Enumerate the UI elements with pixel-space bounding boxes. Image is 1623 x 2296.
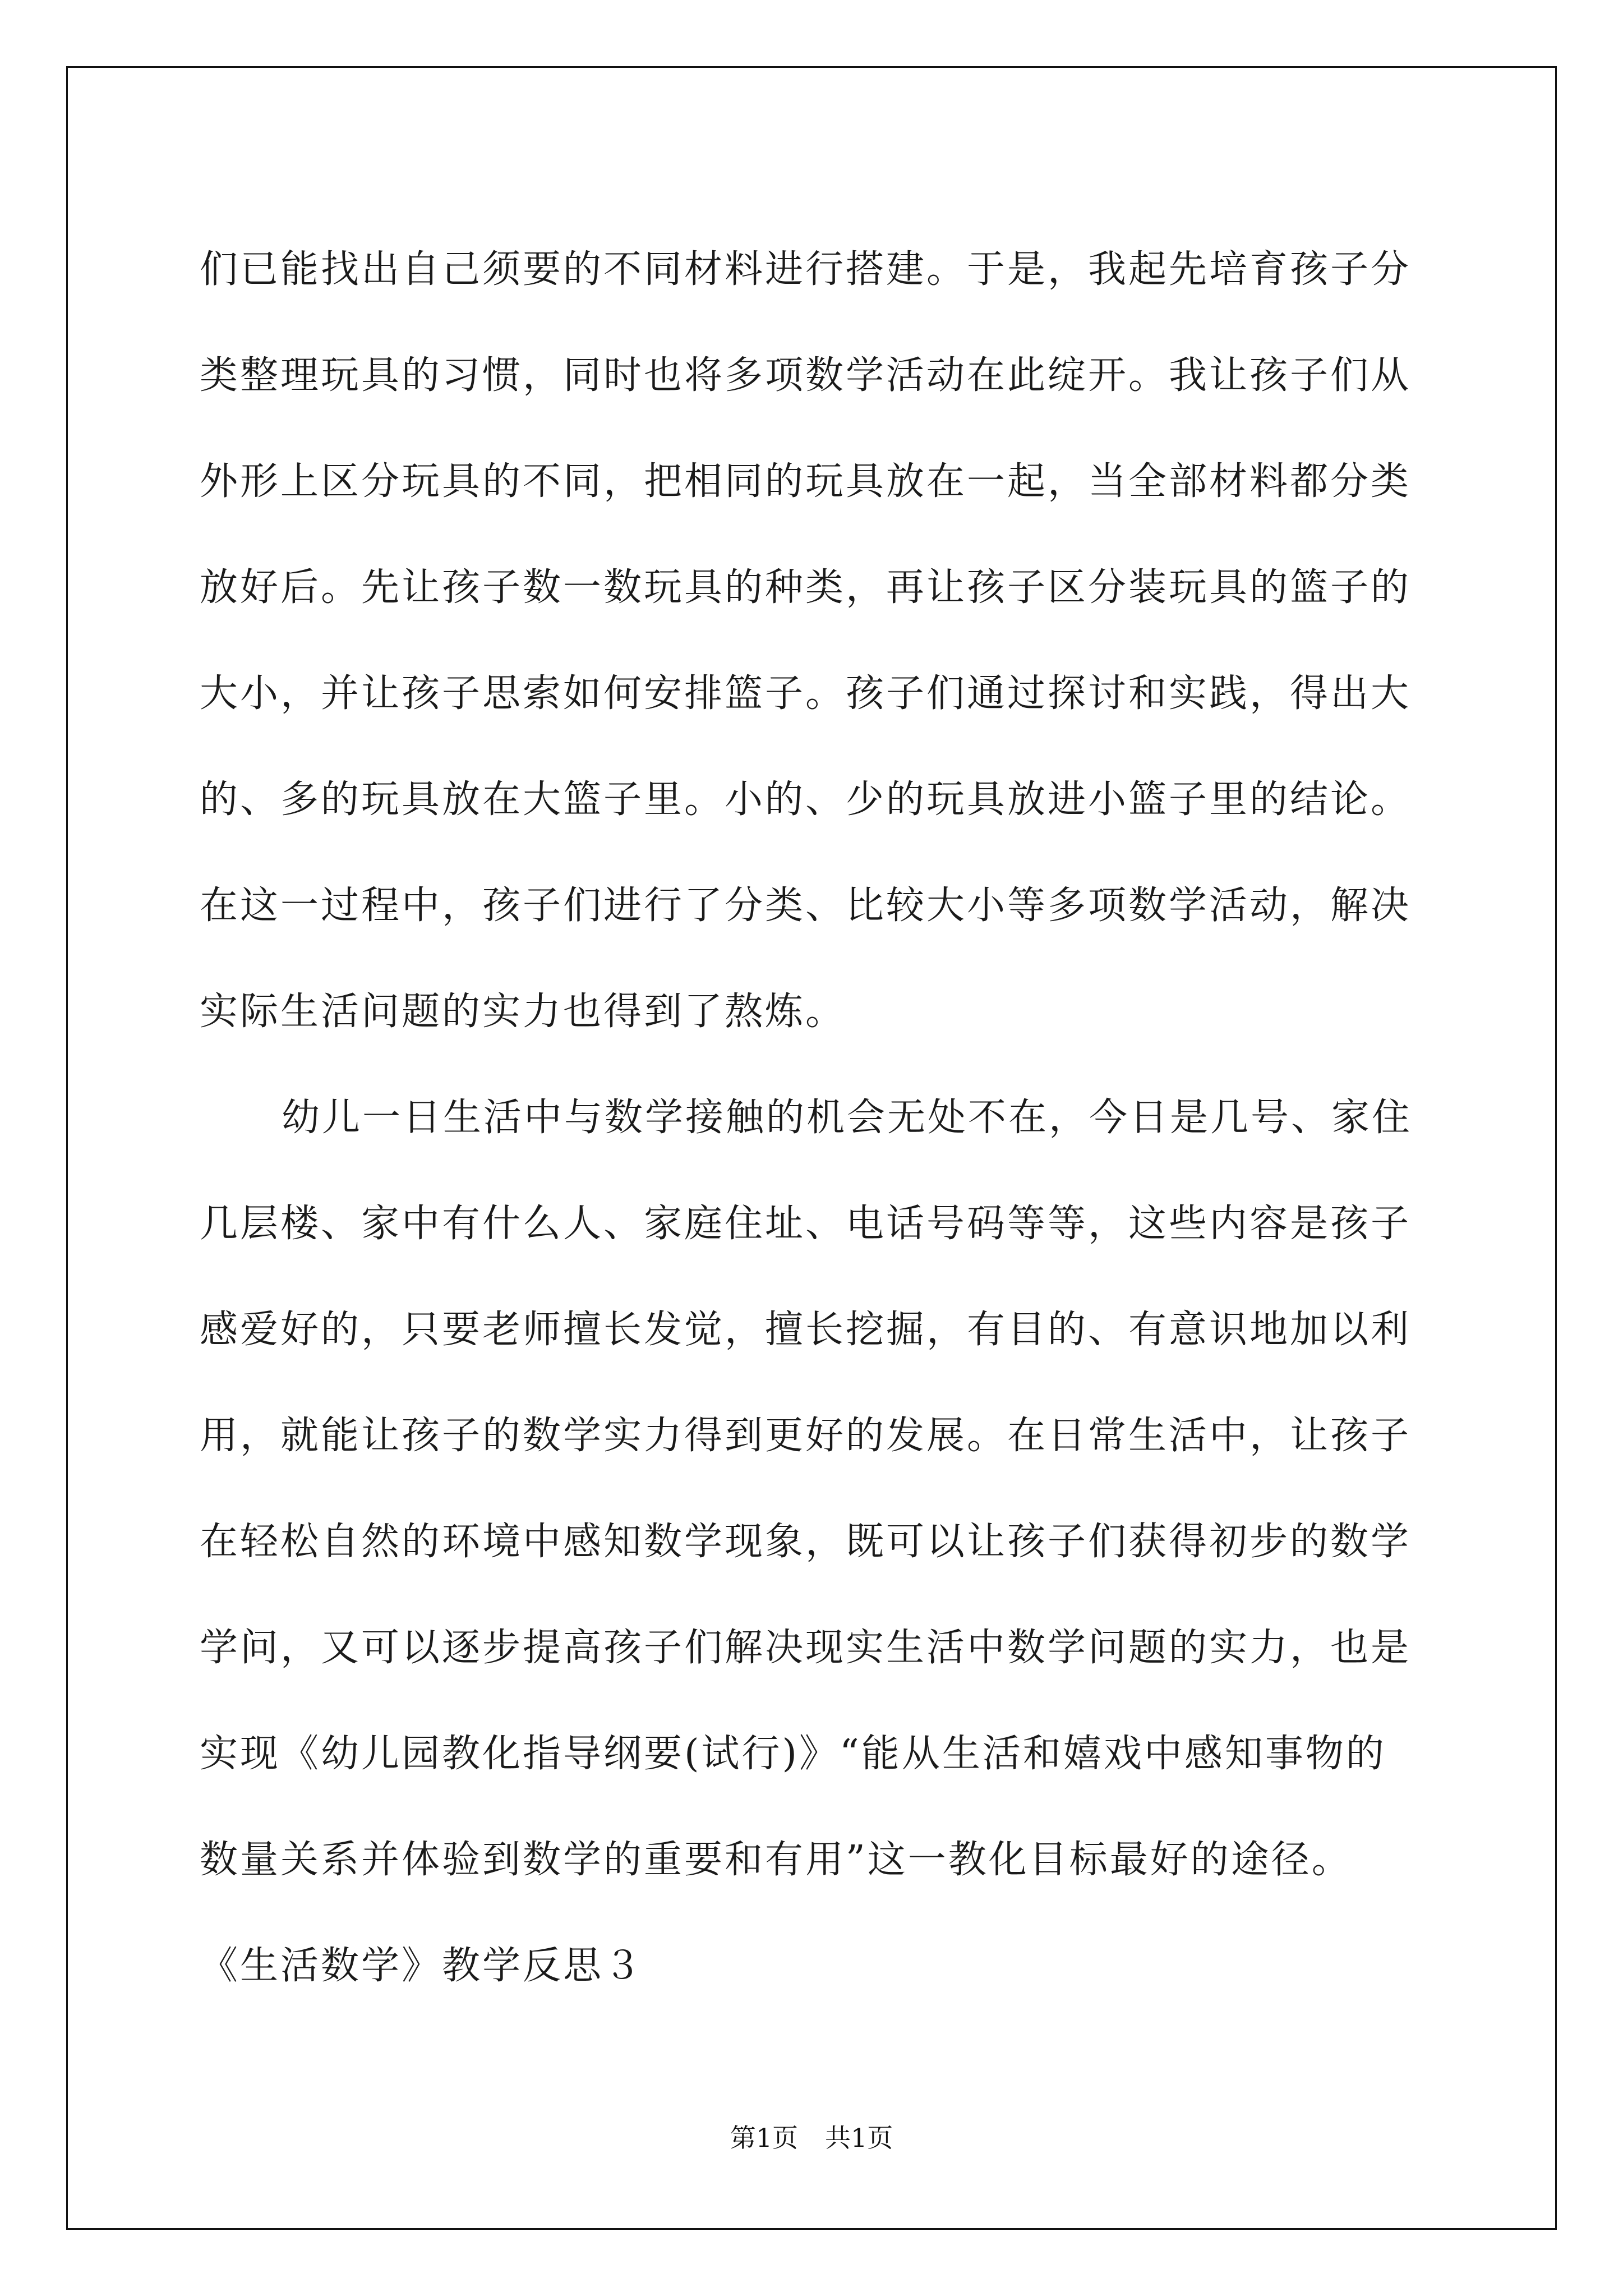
text-line: 实际生活问题的实力也得到了熬炼。	[200, 990, 846, 1034]
paragraph-1	[200, 217, 1428, 1065]
text-line: 们已能找出自己须要的不同材料进行搭建。于是，我起先培育孩子分	[200, 247, 1412, 292]
text-line: 的、多的玩具放在大篮子里。小的、少的玩具放进小篮子里的结论。	[200, 777, 1412, 822]
text-line: 几层楼、家中有什么人、家庭住址、电话号码等等，这些内容是孩子	[200, 1202, 1412, 1246]
text-line: 感爱好的，只要老师擅长发觉，擅长挖掘，有目的、有意识地加以利	[200, 1308, 1412, 1352]
text-line: 用，就能让孩子的数学实力得到更好的发展。在日常生活中，让孩子	[200, 1414, 1412, 1458]
text-line: 放好后。先让孩子数一数玩具的种类，再让孩子区分装玩具的篮子的	[200, 565, 1412, 610]
page-total: 共1页	[825, 2123, 893, 2153]
text-line: 类整理玩具的习惯，同时也将多项数学活动在此绽开。我让孩子们从	[200, 353, 1412, 398]
paragraph-2	[200, 1065, 1428, 1913]
text-line: 在轻松自然的环境中感知数学现象，既可以让孩子们获得初步的数学	[200, 1520, 1412, 1564]
text-line: 大小，并让孩子思索如何安排篮子。孩子们通过探讨和实践，得出大	[200, 671, 1412, 716]
text-line: 外形上区分玩具的不同，把相同的玩具放在一起，当全部材料都分类	[200, 459, 1412, 504]
text-line: 学问，又可以逐步提高孩子们解决现实生活中数学问题的实力，也是	[200, 1626, 1412, 1670]
text-line: 数量关系并体验到数学的重要和有用”这一教化目标最好的途径。	[200, 1838, 1352, 1882]
section-heading: 《生活数学》教学反思３	[200, 1944, 644, 1988]
document-body	[200, 217, 1428, 2019]
page-number: 第1页	[730, 2123, 798, 2153]
text-line: 幼儿一日生活中与数学接触的机会无处不在，今日是几号、家住	[282, 1096, 1413, 1140]
page-footer	[0, 2118, 1623, 2155]
text-line: 实现《幼儿园教化指导纲要(试行)》“能从生活和嬉戏中感知事物的	[200, 1732, 1386, 1776]
text-line: 在这一过程中，孩子们进行了分类、比较大小等多项数学活动，解决	[200, 884, 1412, 928]
